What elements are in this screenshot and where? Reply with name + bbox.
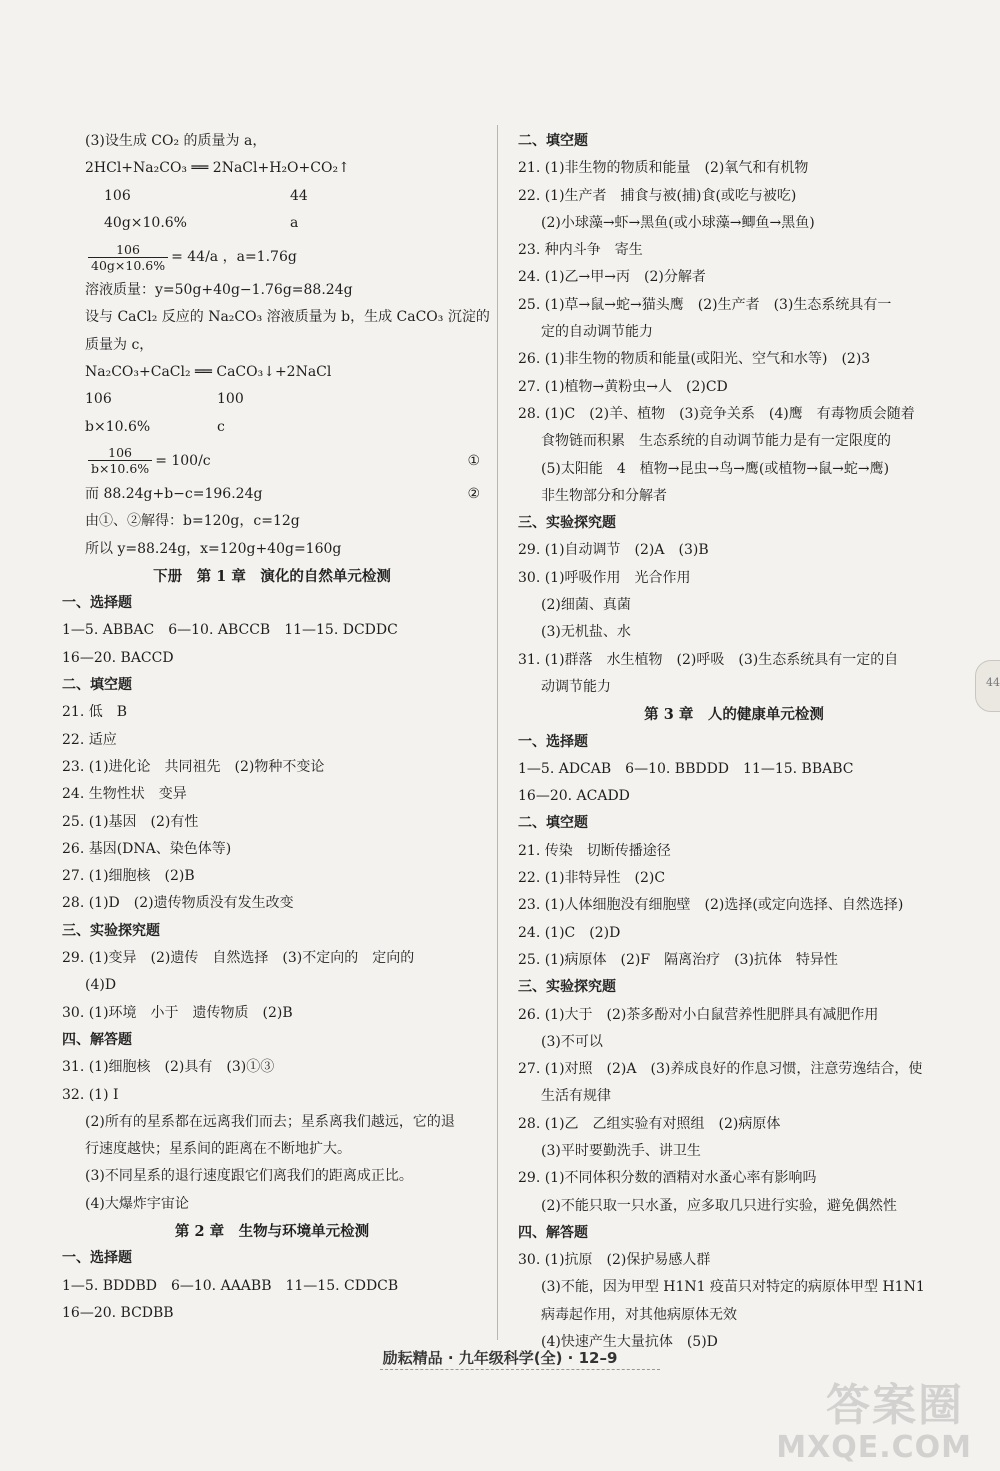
answer-line: [62, 1300, 482, 1327]
line-text: 行速度越快；星系间的距离在不断地扩大。: [85, 1141, 351, 1158]
section-heading: [518, 1220, 950, 1247]
line-text: 16—20. BACCD: [62, 649, 174, 666]
answer-line: [62, 536, 482, 563]
answer-line: [62, 890, 482, 917]
answer-line: [62, 155, 482, 182]
answer-line: [518, 183, 950, 210]
answer-line: [518, 374, 950, 401]
answer-line: [518, 1083, 950, 1110]
answer-line: [62, 972, 482, 999]
line-text: 一、选择题: [518, 733, 588, 750]
line-text: 而 88.24g+b−c=196.24g: [85, 485, 263, 502]
side-tab-label: 44: [986, 676, 1000, 689]
line-text: (3)平时要勤洗手、讲卫生: [541, 1142, 701, 1159]
line-text: 溶液质量：y=50g+40g−1.76g=88.24g: [85, 282, 353, 299]
answer-line: [518, 619, 950, 646]
line-text: 16—20. ACADD: [518, 788, 630, 805]
line-text: 非生物部分和分解者: [541, 487, 667, 504]
answer-line: [62, 304, 490, 331]
fraction: [88, 445, 152, 476]
answer-line: [518, 1165, 950, 1192]
line-text: 27. (1)植物→黄粉虫→人 (2)CD: [518, 378, 728, 395]
line-text: (3)设生成 CO₂ 的质量为 a，: [85, 133, 267, 149]
line-text: 一、选择题: [62, 1250, 132, 1267]
answer-line: [518, 1056, 950, 1083]
line-text: 一、选择题: [62, 595, 132, 612]
equation-line: [62, 237, 482, 277]
line-text: 24. (1)乙→甲→丙 (2)分解者: [518, 269, 706, 286]
line-text: 23. (1)进化论 共同祖先 (2)物种不变论: [62, 758, 325, 775]
fraction-numerator: 106: [88, 242, 168, 258]
answer-line: [62, 1191, 482, 1218]
answer-line: [518, 319, 950, 346]
section-heading: [62, 590, 482, 617]
line-text: (2)所有的星系都在远离我们而去；星系离我们越远，它的退: [85, 1113, 455, 1130]
side-tab: [975, 660, 1000, 712]
answer-line: [518, 401, 950, 428]
line-text: (4)大爆炸宇宙论: [85, 1195, 189, 1212]
answer-line: [518, 838, 950, 865]
answer-line: [62, 645, 482, 672]
line-text: 第 3 章 人的健康单元检测: [644, 706, 824, 724]
line-text: 29. (1)自动调节 (2)A (3)B: [518, 542, 709, 559]
equation-rest: = 44/a ，a=1.76g: [171, 249, 297, 266]
line-text: (4)快速产生大量抗体 (5)D: [541, 1334, 718, 1351]
line-text: 二、填空题: [62, 677, 132, 694]
line-text-col2: a: [290, 214, 299, 231]
answer-line: [62, 508, 482, 535]
answer-line: [518, 1274, 950, 1301]
answer-line: [62, 945, 482, 972]
answer-line: [518, 756, 950, 783]
line-text: 二、填空题: [518, 815, 588, 832]
answer-line: [518, 537, 950, 564]
line-text: 22. (1)生产者 捕食与被(捕)食(或吃与被吃): [518, 187, 797, 204]
answer-line: [518, 674, 950, 701]
line-text: 23. (1)人体细胞没有细胞壁 (2)选择(或定向选择、自然选择): [518, 897, 904, 914]
line-text: (3)不同星系的退行速度跟它们离我们的距离成正比。: [85, 1168, 413, 1185]
answer-line: [518, 892, 950, 919]
fraction-numerator: 106: [88, 445, 152, 461]
answer-line: [518, 647, 950, 674]
answer-line: [62, 183, 482, 210]
line-text: 质量为 c，: [85, 336, 154, 353]
section-heading: [518, 729, 950, 756]
line-text: 二、填空题: [518, 133, 588, 149]
answer-line: [62, 754, 482, 781]
answer-line: [518, 210, 950, 237]
line-text: 31. (1)群落 水生植物 (2)呼吸 (3)生态系统具有一定的自: [518, 651, 899, 668]
line-text: 21. (1)非生物的物质和能量 (2)氧气和有机物: [518, 160, 809, 177]
answer-line: [62, 1054, 482, 1081]
answer-line: [518, 483, 950, 510]
answer-line: [62, 1273, 482, 1300]
line-text: 25. (1)病原体 (2)F 隔离治疗 (3)抗体 特异性: [518, 951, 838, 968]
fraction: [88, 242, 168, 273]
chapter-title: [518, 701, 950, 728]
footer-rule: [380, 1369, 660, 1370]
answer-line: [518, 1302, 950, 1329]
section-heading: [518, 510, 950, 537]
answer-line: [62, 1136, 482, 1163]
line-text-col2: 100: [217, 391, 244, 408]
answer-line: [518, 1111, 950, 1138]
section-heading: [62, 1245, 482, 1272]
equation-line: [62, 441, 482, 481]
line-text: 29. (1)变异 (2)遗传 自然选择 (3)不定向的 定向的: [62, 950, 415, 967]
section-heading: [62, 1027, 482, 1054]
line-text: 25. (1)基因 (2)有性: [62, 813, 199, 830]
line-text: 106: [104, 187, 131, 204]
column-divider: [497, 125, 498, 1340]
line-text: 28. (1)C (2)羊、植物 (3)竞争关系 (4)鹰 有毒物质会随着: [518, 405, 915, 422]
line-text: (3)不能，因为甲型 H1N1 疫苗只对特定的病原体甲型 H1N1: [541, 1279, 925, 1296]
answer-line: [518, 1247, 950, 1274]
line-text: 21. 传染 切断传播途径: [518, 842, 671, 859]
line-text-col2: c: [217, 418, 225, 435]
answer-line: [518, 920, 950, 947]
line-text-col2: 44: [290, 187, 308, 204]
answer-line: [518, 264, 950, 291]
chapter-title: [62, 1218, 482, 1245]
equation-rest: = 100/c: [155, 452, 211, 469]
line-text: 16—20. BCDBB: [62, 1304, 174, 1321]
answer-line: [518, 428, 950, 455]
line-text: (4)D: [85, 977, 117, 994]
line-text: 由①、②解得：b=120g，c=12g: [85, 513, 300, 530]
answer-line: [518, 1138, 950, 1165]
line-text: (2)不能只取一只水蚤，应多取几只进行实验，避免偶然性: [541, 1197, 897, 1214]
answer-line: [518, 346, 950, 373]
answer-line: [62, 836, 482, 863]
line-text: (3)不可以: [541, 1033, 603, 1050]
line-text: 食物链而积累 生态系统的自动调节能力是有一定限度的: [541, 433, 891, 450]
equation-mark: ①: [467, 452, 480, 469]
answer-line: [62, 617, 482, 644]
answer-line: [518, 155, 950, 182]
line-text: 40g×10.6%: [104, 214, 187, 231]
line-text: 病毒起作用，对其他病原体无效: [541, 1306, 737, 1323]
line-text: 1—5. ADCAB 6—10. BBDDD 11—15. BBABC: [518, 760, 854, 777]
line-text: Na₂CO₃+CaCl₂ ══ CaCO₃↓+2NaCl: [85, 364, 332, 381]
line-text: 26. 基因(DNA、染色体等): [62, 840, 232, 857]
answer-line: [518, 1193, 950, 1220]
line-text: 27. (1)细胞核 (2)B: [62, 868, 195, 885]
line-text: (5)太阳能 4 植物→昆虫→鸟→鹰(或植物→鼠→蛇→鹰): [541, 460, 890, 477]
line-text: 22. 适应: [62, 731, 117, 748]
line-text: 三、实验探究题: [518, 979, 616, 996]
line-text: 30. (1)呼吸作用 光合作用: [518, 569, 691, 586]
line-text: 24. 生物性状 变异: [62, 786, 187, 803]
line-text: 28. (1)乙 乙组实验有对照组 (2)病原体: [518, 1115, 781, 1132]
chapter-title: [62, 563, 482, 590]
section-heading: [518, 810, 950, 837]
section-heading: [518, 974, 950, 1001]
answer-line: [62, 1082, 482, 1109]
line-text: 四、解答题: [62, 1031, 132, 1048]
answer-line: [518, 292, 950, 319]
line-text: 生活有规律: [541, 1088, 611, 1105]
answer-line: [62, 699, 482, 726]
answer-line: [62, 1163, 482, 1190]
answer-line: [518, 456, 950, 483]
answer-line: [518, 865, 950, 892]
answer-line: [518, 783, 950, 810]
line-text: 22. (1)非特异性 (2)C: [518, 870, 666, 887]
line-text: 23. 种内斗争 寄生: [518, 242, 643, 259]
fraction-denominator: 40g×10.6%: [91, 257, 166, 273]
answer-line: [62, 481, 482, 508]
watermark-site: MXQE.COM: [776, 1430, 972, 1465]
answer-line: [62, 1000, 482, 1027]
answer-line: [62, 414, 482, 441]
line-text: 三、实验探究题: [518, 515, 616, 532]
line-text: 26. (1)大于 (2)茶多酚对小白鼠营养性肥胖具有减肥作用: [518, 1006, 879, 1023]
equation-mark: ②: [467, 485, 480, 502]
line-text: 1—5. ABBAC 6—10. ABCCB 11—15. DCDDC: [62, 622, 398, 639]
watermark-daan: 答案圈: [826, 1380, 964, 1431]
line-text: 21. 低 B: [62, 704, 128, 721]
line-text: 四、解答题: [518, 1224, 588, 1241]
line-text: 设与 CaCl₂ 反应的 Na₂CO₃ 溶液质量为 b，生成 CaCO₃ 沉淀的: [85, 309, 490, 326]
line-text: 三、实验探究题: [62, 922, 160, 939]
line-text: 2HCl+Na₂CO₃ ══ 2NaCl+H₂O+CO₂↑: [85, 160, 350, 177]
line-text: 31. (1)细胞核 (2)具有 (3)①③: [62, 1059, 275, 1076]
fraction-denominator: b×10.6%: [91, 461, 150, 477]
answer-line: [62, 809, 482, 836]
line-text: (2)细菌、真菌: [541, 597, 631, 614]
line-text: (2)小球藻→虾→黑鱼(或小球藻→鲫鱼→黑鱼): [541, 214, 815, 231]
section-heading: [62, 918, 482, 945]
line-text: 动调节能力: [541, 678, 611, 695]
line-text: 32. (1) Ⅰ: [62, 1086, 119, 1103]
answer-line: [518, 592, 950, 619]
line-text: 下册 第 1 章 演化的自然单元检测: [153, 567, 391, 585]
line-text: 第 2 章 生物与环境单元检测: [174, 1222, 370, 1240]
answer-line: [518, 565, 950, 592]
section-heading: [518, 128, 950, 155]
right-column: [518, 128, 950, 1356]
line-text: 106: [85, 391, 112, 408]
left-column: [62, 128, 490, 1327]
line-text: 26. (1)非生物的物质和能量(或阳光、空气和水等) (2)3: [518, 351, 871, 368]
line-text: 28. (1)D (2)遗传物质没有发生改变: [62, 895, 294, 912]
line-text: 30. (1)环境 小于 遗传物质 (2)B: [62, 1004, 293, 1021]
answer-line: [62, 332, 482, 359]
answer-line: [518, 947, 950, 974]
answer-line: [62, 727, 482, 754]
answer-line: [518, 237, 950, 264]
answer-line: [518, 1029, 950, 1056]
line-text: 所以 y=88.24g，x=120g+40g=160g: [85, 540, 342, 557]
line-text: 定的自动调节能力: [541, 324, 653, 341]
answer-line: [62, 277, 482, 304]
answer-line: [62, 1109, 482, 1136]
answer-line: [62, 359, 482, 386]
answer-line: [518, 1002, 950, 1029]
line-text: 29. (1)不同体积分数的酒精对水蚤心率有影响吗: [518, 1170, 817, 1187]
line-text: 27. (1)对照 (2)A (3)养成良好的作息习惯，注意劳逸结合，使: [518, 1061, 923, 1078]
answer-line: [62, 863, 482, 890]
line-text: 1—5. BDDBD 6—10. AAABB 11—15. CDDCB: [62, 1277, 399, 1294]
line-text: (3)无机盐、水: [541, 624, 631, 641]
answer-line: [62, 210, 482, 237]
line-text: b×10.6%: [85, 418, 151, 435]
line-text: 30. (1)抗原 (2)保护易感人群: [518, 1252, 711, 1269]
page-footer: 励耘精品 · 九年级科学(全) · 12–9: [382, 1349, 618, 1367]
line-text: 25. (1)草→鼠→蛇→猫头鹰 (2)生产者 (3)生态系统具有一: [518, 296, 892, 313]
answer-line: [62, 128, 482, 155]
answer-line: [62, 781, 482, 808]
line-text: 24. (1)C (2)D: [518, 924, 621, 941]
section-heading: [62, 672, 482, 699]
answer-line: [62, 386, 482, 413]
